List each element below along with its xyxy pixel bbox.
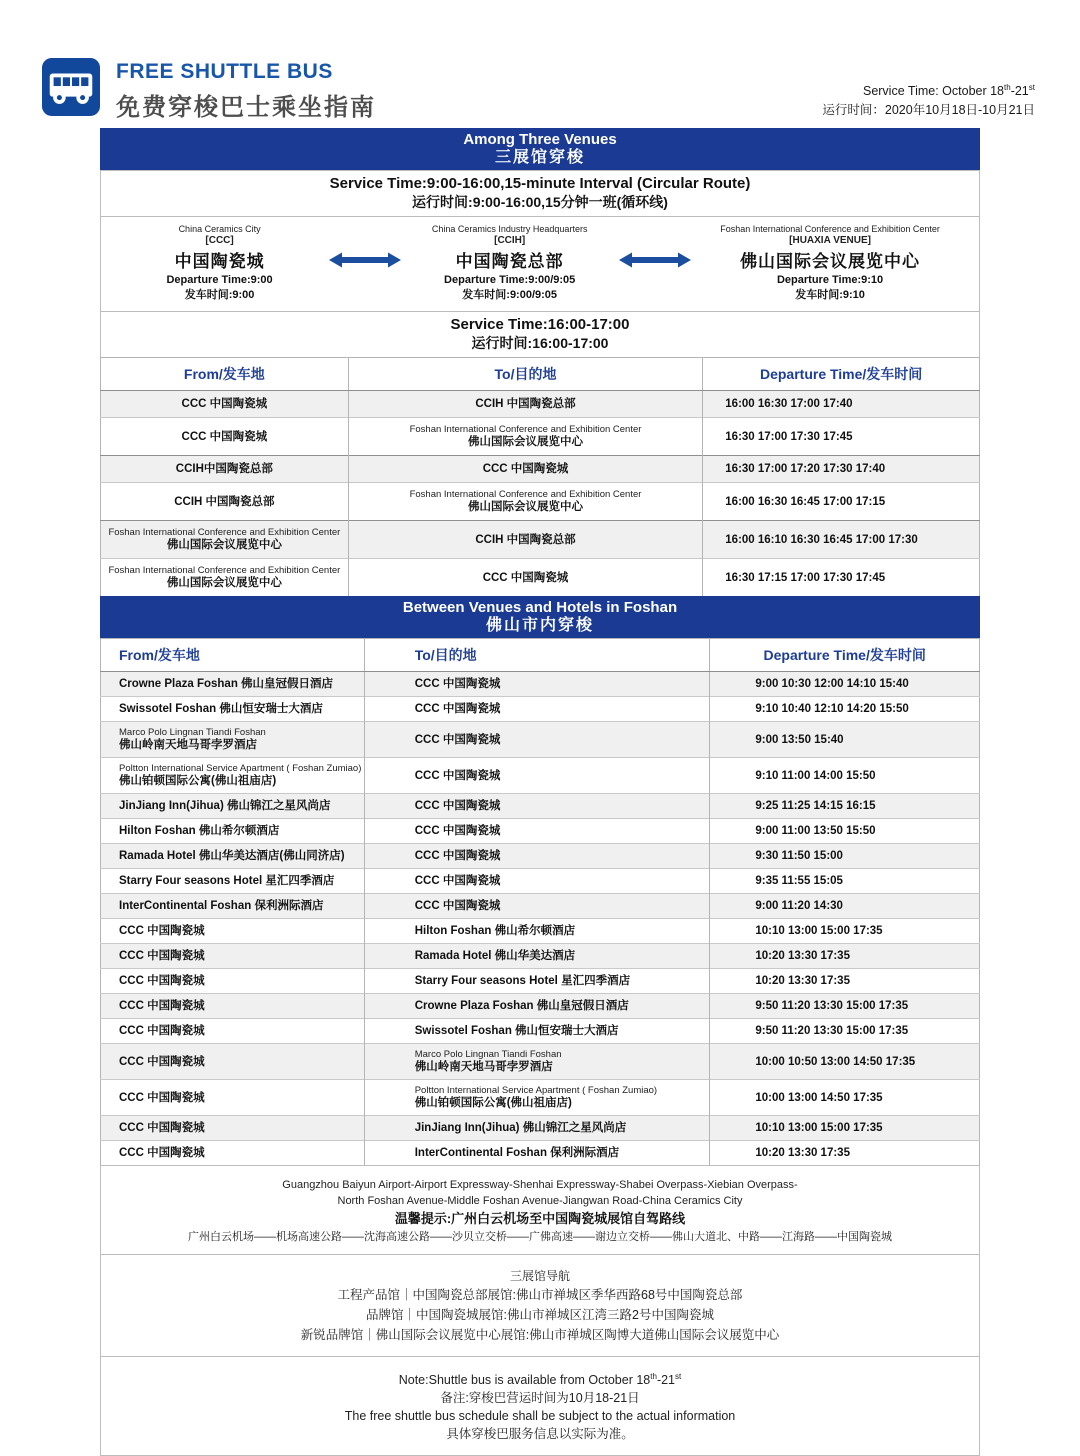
from-cell: Marco Polo Lingnan Tiandi Foshan 佛山岭南天地马哥孛罗酒店	[101, 722, 365, 758]
departure-times-cell: 9:00 11:00 13:50 15:50	[710, 819, 980, 844]
note-zh-line2: 具体穿梭巴服务信息以实际为准。	[446, 1427, 634, 1442]
to-cell: Foshan International Conference and Exhibition Center 佛山国际会议展览中心	[348, 483, 703, 521]
departure-times-cell: 16:30 17:15 17:00 17:30 17:45	[703, 559, 980, 597]
from-cell: CCIH中国陶瓷总部	[101, 456, 349, 483]
banner-zh: 三展馆穿梭	[494, 149, 585, 166]
departure-times-cell: 9:00 10:30 12:00 14:10 15:40	[710, 672, 980, 697]
departure-times-cell: 9:10 11:00 14:00 15:50	[710, 758, 980, 794]
to-cell: Foshan International Conference and Exhibition Center 佛山国际会议展览中心	[348, 418, 703, 456]
from-cell: InterContinental Foshan 保利洲际酒店	[101, 894, 365, 919]
from-cell: CCC 中国陶瓷城	[101, 1019, 365, 1044]
to-cell: CCC 中国陶瓷城	[348, 456, 703, 483]
from-cell: Crowne Plaza Foshan 佛山皇冠假日酒店	[101, 672, 365, 697]
header	[0, 0, 1080, 128]
to-cell: CCC 中国陶瓷城	[348, 559, 703, 597]
col-header-to: To/目的地	[364, 639, 710, 672]
table-row	[101, 794, 980, 819]
to-cell: Hilton Foshan 佛山希尔顿酒店	[364, 919, 710, 944]
from-cell: CCC 中国陶瓷城	[101, 994, 365, 1019]
page-subtitle: 免费穿梭巴士乘坐指南	[116, 94, 376, 121]
from-cell: CCC 中国陶瓷城	[101, 391, 349, 418]
table-row	[101, 456, 980, 483]
departure-times-cell: 10:00 13:00 14:50 17:35	[710, 1080, 980, 1116]
departure-times-cell: 9:00 11:20 14:30	[710, 894, 980, 919]
table-row	[101, 969, 980, 994]
to-cell: Marco Polo Lingnan Tiandi Foshan 佛山岭南天地马哥孛罗酒店	[364, 1044, 710, 1080]
from-cell: CCC 中国陶瓷城	[101, 1141, 365, 1166]
table-row	[101, 559, 980, 597]
col-header-from: From/发车地	[101, 358, 349, 391]
from-cell: Starry Four seasons Hotel 星汇四季酒店	[101, 869, 365, 894]
table-row	[101, 819, 980, 844]
double-arrow-icon	[622, 252, 687, 268]
departure-times-cell: 10:10 13:00 15:00 17:35	[710, 1116, 980, 1141]
venues-navigation-section	[100, 1254, 980, 1357]
table-row	[101, 758, 980, 794]
table-row	[101, 919, 980, 944]
departure-times-cell: 16:30 17:00 17:20 17:30 17:40	[703, 456, 980, 483]
from-cell: Foshan International Conference and Exhibition Center 佛山国际会议展览中心	[101, 559, 349, 597]
to-cell: CCC 中国陶瓷城	[364, 672, 710, 697]
route-zh-line: 广州白云机场——机场高速公路——沈海高速公路——沙贝立交桥——广佛高速——谢边立交桥——佛山大道北、中路——江海路——中国陶瓷城	[188, 1231, 892, 1243]
table-row	[101, 894, 980, 919]
departure-times-cell: 9:30 11:50 15:00	[710, 844, 980, 869]
departure-times-cell: 9:35 11:55 15:05	[710, 869, 980, 894]
col-header-from: From/发车地	[101, 639, 365, 672]
departure-times-cell: 9:10 10:40 12:10 14:20 15:50	[710, 697, 980, 722]
service-dates-en: Service Time: October 18th-21st	[862, 83, 1035, 99]
note-en-line1: Note:Shuttle bus is available from October 18th-21st	[398, 1372, 682, 1388]
to-cell: CCC 中国陶瓷城	[364, 894, 710, 919]
to-cell: CCC 中国陶瓷城	[364, 794, 710, 819]
departure-times-cell: 10:10 13:00 15:00 17:35	[710, 919, 980, 944]
venue-ccc: China Ceramics City [CCC] 中国陶瓷城 Departure Time:9:00 发车时间:9:00	[166, 224, 273, 301]
banner-zh: 佛山市内穿梭	[485, 617, 594, 634]
service-dates-zh: 运行时间：2020年10月18日-10月21日	[822, 102, 1035, 117]
table-row	[101, 1080, 980, 1116]
to-cell: Starry Four seasons Hotel 星汇四季酒店	[364, 969, 710, 994]
departure-times-cell: 10:20 13:30 17:35	[710, 969, 980, 994]
to-cell: InterContinental Foshan 保利洲际酒店	[364, 1141, 710, 1166]
col-header-to: To/目的地	[348, 358, 703, 391]
from-cell: Poltton International Service Apartment ( Foshan Zumiao) 佛山铂顿国际公寓(佛山祖庙店)	[101, 758, 365, 794]
nav-line: 工程产品馆｜中国陶瓷总部展馆:佛山市禅城区季华西路68号中国陶瓷总部	[337, 1288, 743, 1302]
table-row	[101, 391, 980, 418]
departure-times-cell: 10:20 13:30 17:35	[710, 1141, 980, 1166]
to-cell: CCC 中国陶瓷城	[364, 844, 710, 869]
nav-line: 品牌馆｜中国陶瓷城展馆:佛山市禅城区江湾三路2号中国陶瓷城	[366, 1308, 714, 1322]
departure-times-cell: 10:00 10:50 13:00 14:50 17:35	[710, 1044, 980, 1080]
from-cell: JinJiang Inn(Jihua) 佛山锦江之星风尚店	[101, 794, 365, 819]
to-cell: CCIH 中国陶瓷总部	[348, 521, 703, 559]
to-cell: CCC 中国陶瓷城	[364, 722, 710, 758]
double-arrow-icon	[332, 252, 397, 268]
to-cell: CCIH 中国陶瓷总部	[348, 391, 703, 418]
to-cell: CCC 中国陶瓷城	[364, 819, 710, 844]
nav-title: 三展馆导航	[509, 1269, 570, 1283]
to-cell: CCC 中国陶瓷城	[364, 758, 710, 794]
table-row	[101, 1141, 980, 1166]
departure-times-cell: 16:00 16:30 17:00 17:40	[703, 391, 980, 418]
venue-ccih: China Ceramics Industry Headquarters [CCIH] 中国陶瓷总部 Departure Time:9:00/9:05 发车时间:9:00/9:05	[431, 224, 588, 301]
to-cell: CCC 中国陶瓷城	[364, 869, 710, 894]
from-cell: CCC 中国陶瓷城	[101, 1080, 365, 1116]
to-cell: Ramada Hotel 佛山华美达酒店	[364, 944, 710, 969]
banner-among-three-venues	[100, 128, 980, 171]
table-row	[101, 1019, 980, 1044]
from-cell: CCC 中国陶瓷城	[101, 1044, 365, 1080]
from-cell: CCC 中国陶瓷城	[101, 418, 349, 456]
venues-diagram	[100, 216, 980, 312]
route-zh-title: 温馨提示:广州白云机场至中国陶瓷城展馆自驾路线	[394, 1211, 686, 1226]
service-time-2: Service Time:16:00-17:00 运行时间:16:00-17:00	[100, 311, 980, 358]
route-en-line2: North Foshan Avenue-Middle Foshan Avenue-Jiangwan Road-China Ceramics City	[337, 1195, 743, 1207]
from-cell: CCC 中国陶瓷城	[101, 944, 365, 969]
table-header-row	[101, 358, 980, 391]
to-cell: Poltton International Service Apartment ( Foshan Zumiao) 佛山铂顿国际公寓(佛山祖庙店)	[364, 1080, 710, 1116]
table-row	[101, 418, 980, 456]
venue-huaxia: Foshan International Conference and Exhibition Center [HUAXIA VENUE] 佛山国际会议展览中心 Departure Time:9:10 发车时间:9:10	[720, 224, 940, 301]
departure-times-cell: 9:25 11:25 14:15 16:15	[710, 794, 980, 819]
departure-times-cell: 9:00 13:50 15:40	[710, 722, 980, 758]
table-row	[101, 1044, 980, 1080]
to-cell: Swissotel Foshan 佛山恒安瑞士大酒店	[364, 1019, 710, 1044]
departure-times-cell: 16:00 16:30 16:45 17:00 17:15	[703, 483, 980, 521]
col-header-time: Departure Time/发车时间	[710, 639, 980, 672]
venues-shuttle-table	[100, 357, 980, 597]
driving-route-section	[100, 1165, 980, 1255]
table-row	[101, 869, 980, 894]
departure-times-cell: 16:30 17:00 17:30 17:45	[703, 418, 980, 456]
content	[100, 128, 980, 1456]
from-cell: Foshan International Conference and Exhibition Center 佛山国际会议展览中心	[101, 521, 349, 559]
note-section	[100, 1356, 980, 1456]
departure-times-cell: 16:00 16:10 16:30 16:45 17:00 17:30	[703, 521, 980, 559]
table-row	[101, 994, 980, 1019]
to-cell: CCC 中国陶瓷城	[364, 697, 710, 722]
service-dates	[822, 58, 1035, 120]
table-row	[101, 722, 980, 758]
table-row	[101, 1116, 980, 1141]
hotels-shuttle-table	[100, 638, 980, 1166]
table-row	[101, 483, 980, 521]
to-cell: JinJiang Inn(Jihua) 佛山锦江之星风尚店	[364, 1116, 710, 1141]
bus-icon	[42, 58, 100, 116]
page-title-block	[116, 58, 376, 122]
page-title: FREE SHUTTLE BUS	[116, 60, 333, 83]
from-cell: Swissotel Foshan 佛山恒安瑞士大酒店	[101, 697, 365, 722]
from-cell: CCC 中国陶瓷城	[101, 1116, 365, 1141]
note-zh-line1: 备注:穿梭巴营运时间为10月18-21日	[440, 1391, 640, 1406]
banner-en: Among Three Venues	[463, 131, 617, 148]
nav-line: 新锐品牌馆｜佛山国际会议展览中心展馆:佛山市禅城区陶博大道佛山国际会议展览中心	[300, 1328, 780, 1342]
table-row	[101, 844, 980, 869]
to-cell: Crowne Plaza Foshan 佛山皇冠假日酒店	[364, 994, 710, 1019]
note-en-line2: The free shuttle bus schedule shall be subject to the actual information	[344, 1409, 736, 1424]
from-cell: Hilton Foshan 佛山希尔顿酒店	[101, 819, 365, 844]
from-cell: CCIH 中国陶瓷总部	[101, 483, 349, 521]
from-cell: Ramada Hotel 佛山华美达酒店(佛山同济店)	[101, 844, 365, 869]
table-header-row	[101, 639, 980, 672]
table-row	[101, 521, 980, 559]
departure-times-cell: 9:50 11:20 13:30 15:00 17:35	[710, 1019, 980, 1044]
banner-venues-hotels	[100, 596, 980, 639]
route-en-line1: Guangzhou Baiyun Airport-Airport Expressway-Shenhai Expressway-Shabei Overpass-Xiebian Overpass-	[282, 1179, 798, 1191]
departure-times-cell: 9:50 11:20 13:30 15:00 17:35	[710, 994, 980, 1019]
table-row	[101, 697, 980, 722]
table-row	[101, 672, 980, 697]
from-cell: CCC 中国陶瓷城	[101, 969, 365, 994]
service-time-1: Service Time:9:00-16:00,15-minute Interval (Circular Route) 运行时间:9:00-16:00,15分钟一班(循环线)	[100, 170, 980, 217]
from-cell: CCC 中国陶瓷城	[101, 919, 365, 944]
table-row	[101, 944, 980, 969]
departure-times-cell: 10:20 13:30 17:35	[710, 944, 980, 969]
banner-en: Between Venues and Hotels in Foshan	[402, 599, 678, 616]
col-header-time: Departure Time/发车时间	[703, 358, 980, 391]
